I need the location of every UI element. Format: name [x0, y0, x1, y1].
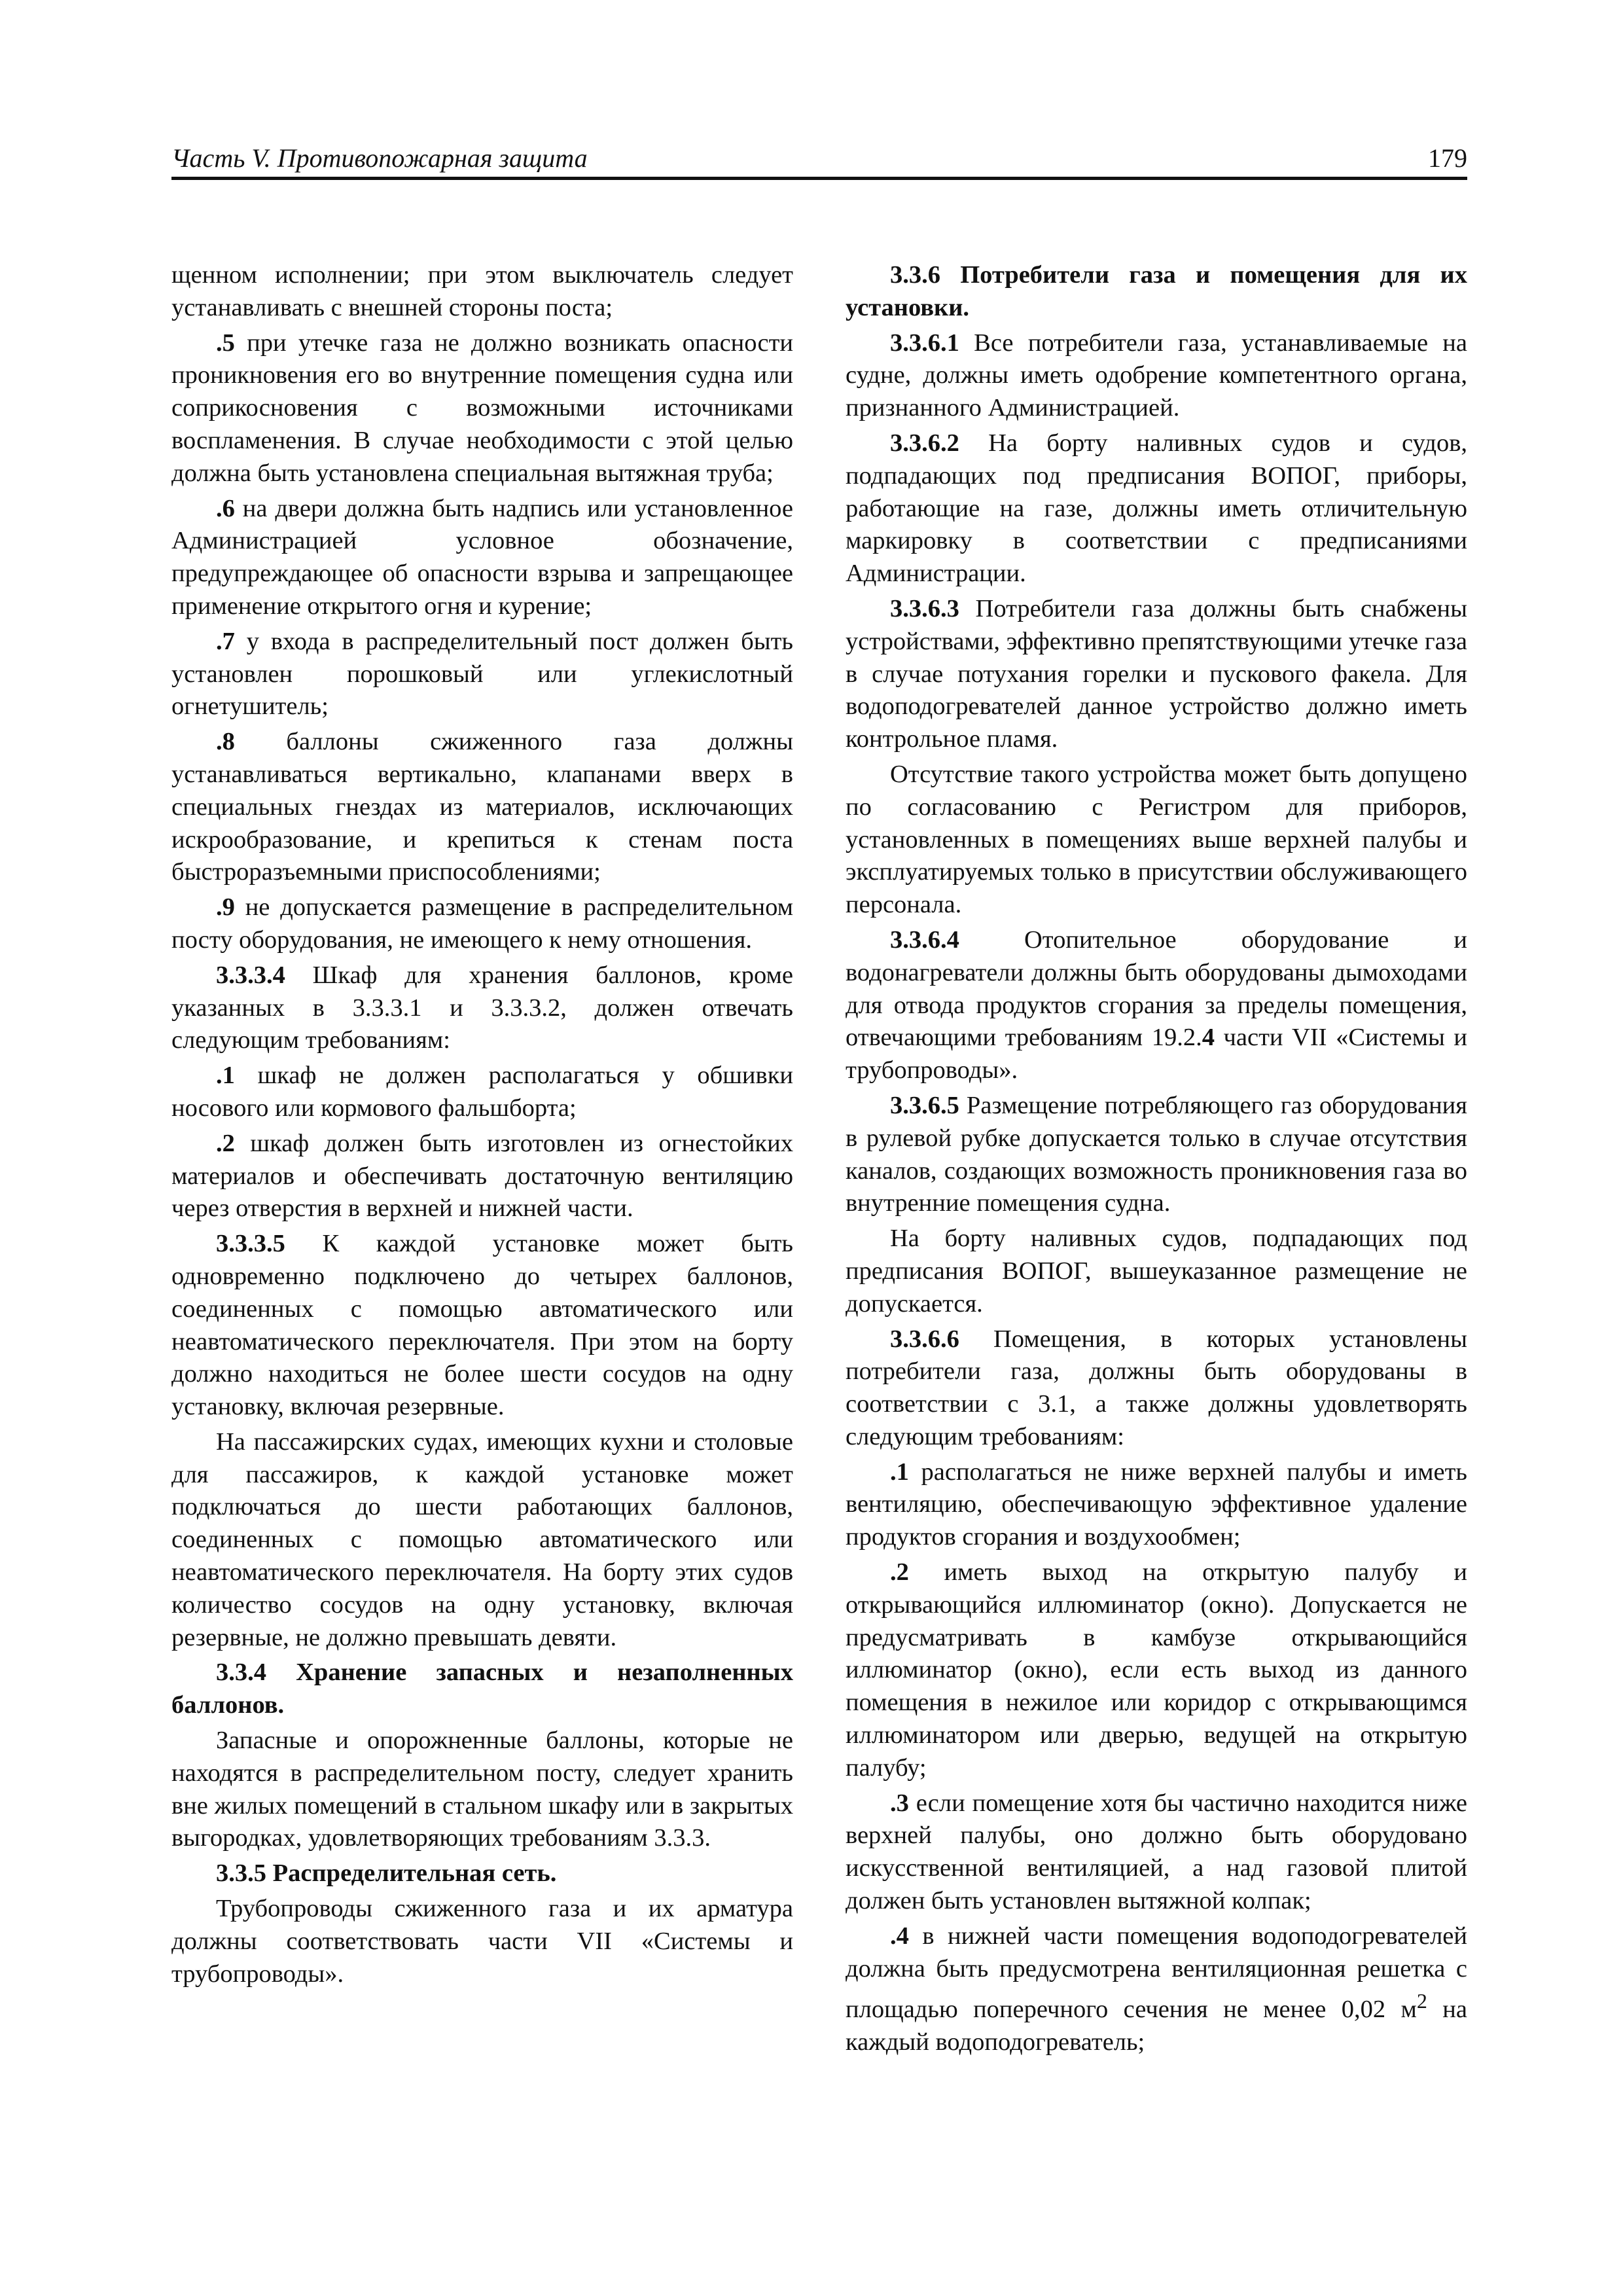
list-item — [846, 1456, 1467, 1554]
item-number: .6 — [216, 494, 235, 522]
section-heading-text: 3.3.6 Потребители газа и помещения для их установки. — [846, 261, 1467, 321]
clause-number: 3.3.6.3 — [890, 594, 959, 622]
clause-number: 3.3.6.1 — [890, 329, 959, 357]
clause — [846, 924, 1467, 1087]
list-item — [846, 1556, 1467, 1785]
reference-number: 4 — [1202, 1024, 1215, 1052]
clause — [846, 1323, 1467, 1454]
section-heading — [846, 259, 1467, 325]
item-number: .5 — [216, 329, 235, 357]
clause-text: Размещение потребляющего газ оборудования в рулевой рубке допускается только в случае отсутствия каналов, создающих возможность проникновения газа во внутренние помещения судна. — [846, 1091, 1467, 1217]
item-number: .2 — [890, 1558, 909, 1587]
header-title: Часть V. Противопожарная защита — [171, 143, 588, 173]
clause-text: части VII «Системы и трубопроводы». — [846, 1024, 1467, 1085]
item-number: .3 — [890, 1789, 909, 1817]
item-text: если помещение хотя бы частично находится ниже верхней палубы, оно должно быть оборудовано искусственной вентиляцией, а над газовой плитой должен быть установлен вытяжной колпак; — [846, 1789, 1467, 1915]
item-text: шкаф должен быть изготовлен из огнестойких материалов и обеспечивать достаточную вентиляцию через отверстия в верхней и нижней части. — [171, 1129, 793, 1223]
clause — [846, 593, 1467, 756]
list-item — [171, 626, 793, 723]
item-text: в нижней части помещения водоподогревателей должна быть предусмотрена вентиляционная решетка с площадью поперечного сечения не менее 0,02 м — [846, 1922, 1467, 2024]
paragraph: щенном исполнении; при этом выключатель следует устанавливать с внешней стороны поста; — [171, 261, 793, 321]
right-column — [846, 259, 1467, 2062]
clause — [846, 427, 1467, 590]
clause-text: На борту наливных судов и судов, подпадающих под предписания ВОПОГ, приборы, работающие на газе, должны иметь отличительную маркировку в соответствии с предписаниями Администрации. — [846, 429, 1467, 588]
list-item — [846, 1787, 1467, 1918]
clause-number: 3.3.6.2 — [890, 429, 959, 457]
clause-text: Помещения, в которых установлены потребители газа, должны быть оборудованы в соответствии с 3.1, а также должны удовлетворять следующим требованиям: — [846, 1325, 1467, 1450]
section-heading — [171, 1857, 793, 1890]
list-item — [171, 1128, 793, 1225]
superscript: 2 — [1416, 1989, 1427, 2013]
list-item — [171, 1060, 793, 1125]
item-number: .2 — [216, 1129, 235, 1157]
item-number: .4 — [890, 1922, 909, 1950]
item-text: на двери должна быть надпись или установленное Администрацией условное обозначение, предупреждающее об опасности взрыва и запрещающее применение открытого огня и курение; — [171, 494, 793, 620]
paragraph: На пассажирских судах, имеющих кухни и столовые для пассажиров, к каждой установке может подключаться до шести работающих баллонов, соединенных с помощью автоматического или неавтоматического переключателя. На борту этих судов количество сосудов на одну установку, включая резервные, не должно превышать девяти. — [171, 1427, 793, 1651]
page-number: 179 — [1428, 143, 1467, 173]
item-text: не допускается размещение в распределительном посту оборудования, не имеющего к нему отношения. — [171, 893, 793, 954]
clause-text: Все потребители газа, устанавливаемые на судне, должны иметь одобрение компетентного органа, признанного Администрацией. — [846, 329, 1467, 422]
item-text: баллоны сжиженного газа должны устанавливаться вертикально, клапанами вверх в специальных гнездах из материалов, исключающих искрообразование, и крепиться к стенам поста быстроразъемными приспособлениями; — [171, 728, 793, 886]
clause-text: К каждой установке может быть одновременно подключено до четырех баллонов, соединенных с помощью автоматического или неавтоматического переключателя. При этом на борту должно находиться не более шести сосудов на одну установку, включая резервные. — [171, 1230, 793, 1421]
item-text: при утечке газа не должно возникать опасности проникновения его во внутренние помещения судна или соприкосновения с возможными источниками воспламенения. В случае необходимости с этой целью должна быть установлена специальная вытяжная труба; — [171, 329, 793, 487]
item-number: .8 — [216, 728, 235, 756]
clause-number: 3.3.6.5 — [890, 1091, 959, 1119]
item-number: .1 — [890, 1458, 909, 1486]
clause — [171, 960, 793, 1057]
clause — [171, 1228, 793, 1424]
item-text: у входа в распределительный пост должен быть установлен порошковый или углекислотный огнетушитель; — [171, 627, 793, 721]
running-header — [171, 140, 1467, 180]
clause — [846, 327, 1467, 425]
item-number: .7 — [216, 627, 235, 655]
list-item — [171, 327, 793, 490]
clause-text: Потребители газа должны быть снабжены устройствами, эффективно препятствующими утечке газа в случае потухания горелки и пускового факела. Для водоподогревателей данное устройство должно иметь контрольное пламя. — [846, 594, 1467, 753]
clause-number: 3.3.6.6 — [890, 1325, 959, 1353]
item-text: шкаф не должен располагаться у обшивки носового или кормового фальшборта; — [171, 1062, 793, 1122]
list-item — [171, 891, 793, 957]
clause-text: Отопительное оборудование и водонагреватели должны быть оборудованы дымоходами для отвода продуктов сгорания за пределы помещения, отвечающими требованиям 19.2. — [846, 925, 1467, 1052]
item-text: иметь выход на открытую палубу и открывающийся иллюминатор (окно). Допускается не предусматривать в камбузе открывающийся иллюминатор (окно), если есть выход из данного помещения в нежилое или коридор с открывающимся иллюминатором или дверью, ведущей на открытую палубу; — [846, 1558, 1467, 1782]
section-heading — [171, 1657, 793, 1722]
list-item — [846, 1920, 1467, 2059]
list-item — [171, 493, 793, 623]
clause-number: 3.3.3.4 — [216, 961, 285, 989]
clause — [846, 1090, 1467, 1220]
item-text: располагаться не ниже верхней палубы и иметь вентиляцию, обеспечивающую эффективное удаление продуктов сгорания и воздухообмен; — [846, 1458, 1467, 1551]
item-text: на каждый водоподогреватель; — [846, 1996, 1467, 2056]
left-column — [171, 259, 793, 1993]
paragraph: Запасные и опорожненные баллоны, которые не находятся в распределительном посту, следует хранить вне жилых помещений в стальном шкафу или в закрытых выгородках, удовлетворяющих требованиям 3.3.3. — [171, 1727, 793, 1852]
item-number: .1 — [216, 1062, 235, 1090]
item-number: .9 — [216, 893, 235, 922]
section-heading-text: 3.3.5 Распределительная сеть. — [216, 1859, 557, 1888]
clause-number: 3.3.6.4 — [890, 925, 959, 954]
clause-number: 3.3.3.5 — [216, 1230, 285, 1258]
paragraph: Отсутствие такого устройства может быть допущено по согласованию с Регистром для приборов, установленных в помещениях выше верхней палубы и эксплуатируемых только в присутствии обслуживающего персонала. — [846, 760, 1467, 919]
paragraph: На борту наливных судов, подпадающих под предписания ВОПОГ, вышеуказанное размещение не допускается. — [846, 1225, 1467, 1318]
list-item — [171, 726, 793, 889]
clause-text: Шкаф для хранения баллонов, кроме указанных в 3.3.3.1 и 3.3.3.2, должен отвечать следующим требованиям: — [171, 961, 793, 1054]
section-heading-text: 3.3.4 Хранение запасных и незаполненных баллонов. — [171, 1659, 793, 1719]
paragraph: Трубопроводы сжиженного газа и их арматура должны соответствовать части VII «Системы и трубопроводы». — [171, 1895, 793, 1988]
